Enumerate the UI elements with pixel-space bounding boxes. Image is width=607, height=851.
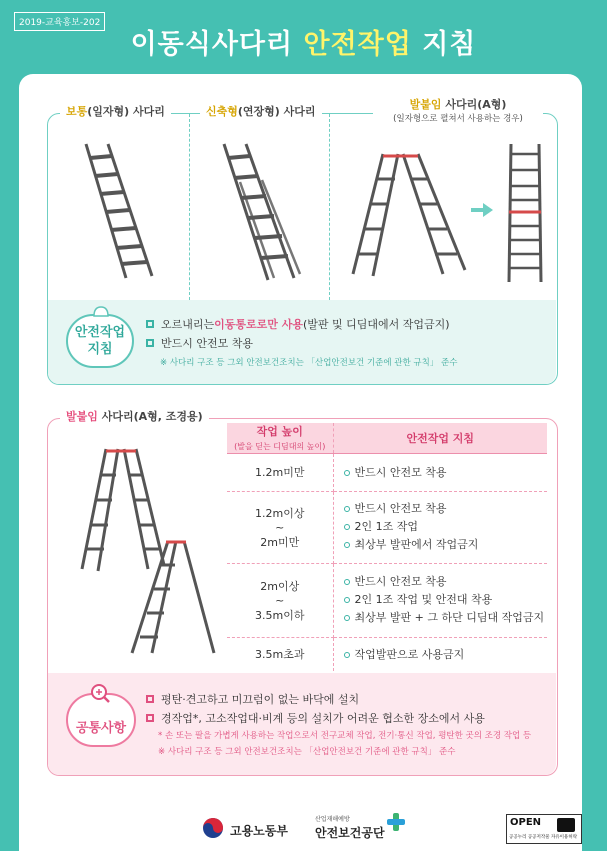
document-code: 2019-교육홍보-202 — [14, 12, 105, 31]
common-rule-item: 경작업*, 고소작업대·비계 등의 설치가 어려운 협소한 장소에서 사용 — [146, 708, 531, 727]
height-cell: 1.2m이상 ~ 2m미만 — [227, 491, 333, 563]
footnote: * 손 또는 팔을 가볍게 사용하는 작업으로서 전구교체 작업, 전기·통신 작업, 평탄한 곳의 조경 작업 등 — [158, 731, 532, 741]
extension-ladder-illustration — [218, 142, 308, 282]
height-guideline-table — [227, 423, 547, 671]
guideline-cell: 반드시 안전모 착용 2인 1조 작업 최상부 발판에서 작업금지 — [333, 491, 547, 563]
height-cell: 1.2m미만 — [227, 453, 333, 491]
height-cell: 3.5m초과 — [227, 637, 333, 671]
label-a-type-ladder: 발붙임 사다리(A형) (일자형으로 펼쳐서 사용하는 경우) — [373, 98, 543, 126]
label-a-type-landscape-ladder: 발붙임 사다리(A형, 조경용) — [60, 410, 209, 424]
regulation-note: ※ 사다리 구조 등 그외 안전보건조치는 「산업안전보건 기준에 관한 규칙」 준수 — [158, 747, 456, 757]
magnifier-icon — [90, 683, 110, 703]
straight-ladder-illustration — [78, 142, 168, 282]
col-safety-guideline: 안전작업 지침 — [333, 423, 547, 453]
col-work-height: 작업 높이 (발을 딛는 디딤대의 높이) — [227, 423, 333, 453]
table-header — [227, 423, 547, 453]
common-rules-box — [48, 673, 556, 775]
a-type-ladder-illustration — [343, 144, 553, 284]
divider — [189, 114, 190, 300]
guideline-cell: 작업발판으로 사용금지 — [333, 637, 547, 671]
guideline-item: 오르내리는 이동통로로만 사용 (발판 및 디딤대에서 작업금지) — [146, 314, 457, 333]
a-type-landscape-section — [47, 410, 558, 776]
label-extension-ladder: 신축형(연장형) 사다리 — [200, 105, 322, 119]
agency-logo-icon — [386, 812, 406, 832]
hardhat-icon — [93, 305, 109, 317]
guideline-cell: 반드시 안전모 착용 — [333, 453, 547, 491]
footer — [0, 812, 607, 851]
table-row — [227, 637, 547, 671]
common-rules-badge: 공통사항 — [66, 693, 136, 747]
ministry-emblem-icon — [202, 817, 224, 839]
table-row — [227, 563, 547, 637]
divider — [329, 114, 330, 300]
common-rule-item: 평탄·견고하고 미끄럼이 없는 바닥에 설치 — [146, 689, 531, 708]
height-cell: 2m이상 ~ 3.5m이하 — [227, 563, 333, 637]
label-straight-ladder: 보통(일자형) 사다리 — [60, 105, 171, 119]
guideline-item: 반드시 안전모 착용 — [146, 333, 457, 352]
table-row — [227, 453, 547, 491]
landscape-ladder-illustration — [128, 537, 218, 657]
guideline-cell: 반드시 안전모 착용 2인 1조 작업 및 안전대 착용 최상부 발판 + 그 하단 디딤대 작업금지 — [333, 563, 547, 637]
safety-guideline-badge: 안전작업 지침 — [66, 314, 134, 368]
safety-guideline-box — [48, 300, 556, 384]
table-row — [227, 491, 547, 563]
regulation-note: ※ 사다리 구조 등 그외 안전보건조치는 「산업안전보건 기준에 관한 규칙」 준수 — [160, 357, 458, 368]
ladder-types-section — [47, 98, 558, 385]
ministry-name: 고용노동부 — [230, 824, 288, 838]
agency-name: 안전보건공단 — [315, 826, 385, 840]
open-license-badge: OPEN 공공누리 공공저작물 자유이용허락 — [506, 814, 582, 844]
agency-tagline: 산업재해예방 — [315, 816, 350, 823]
page-title: 이동식사다리 안전작업 지침 — [130, 29, 477, 60]
